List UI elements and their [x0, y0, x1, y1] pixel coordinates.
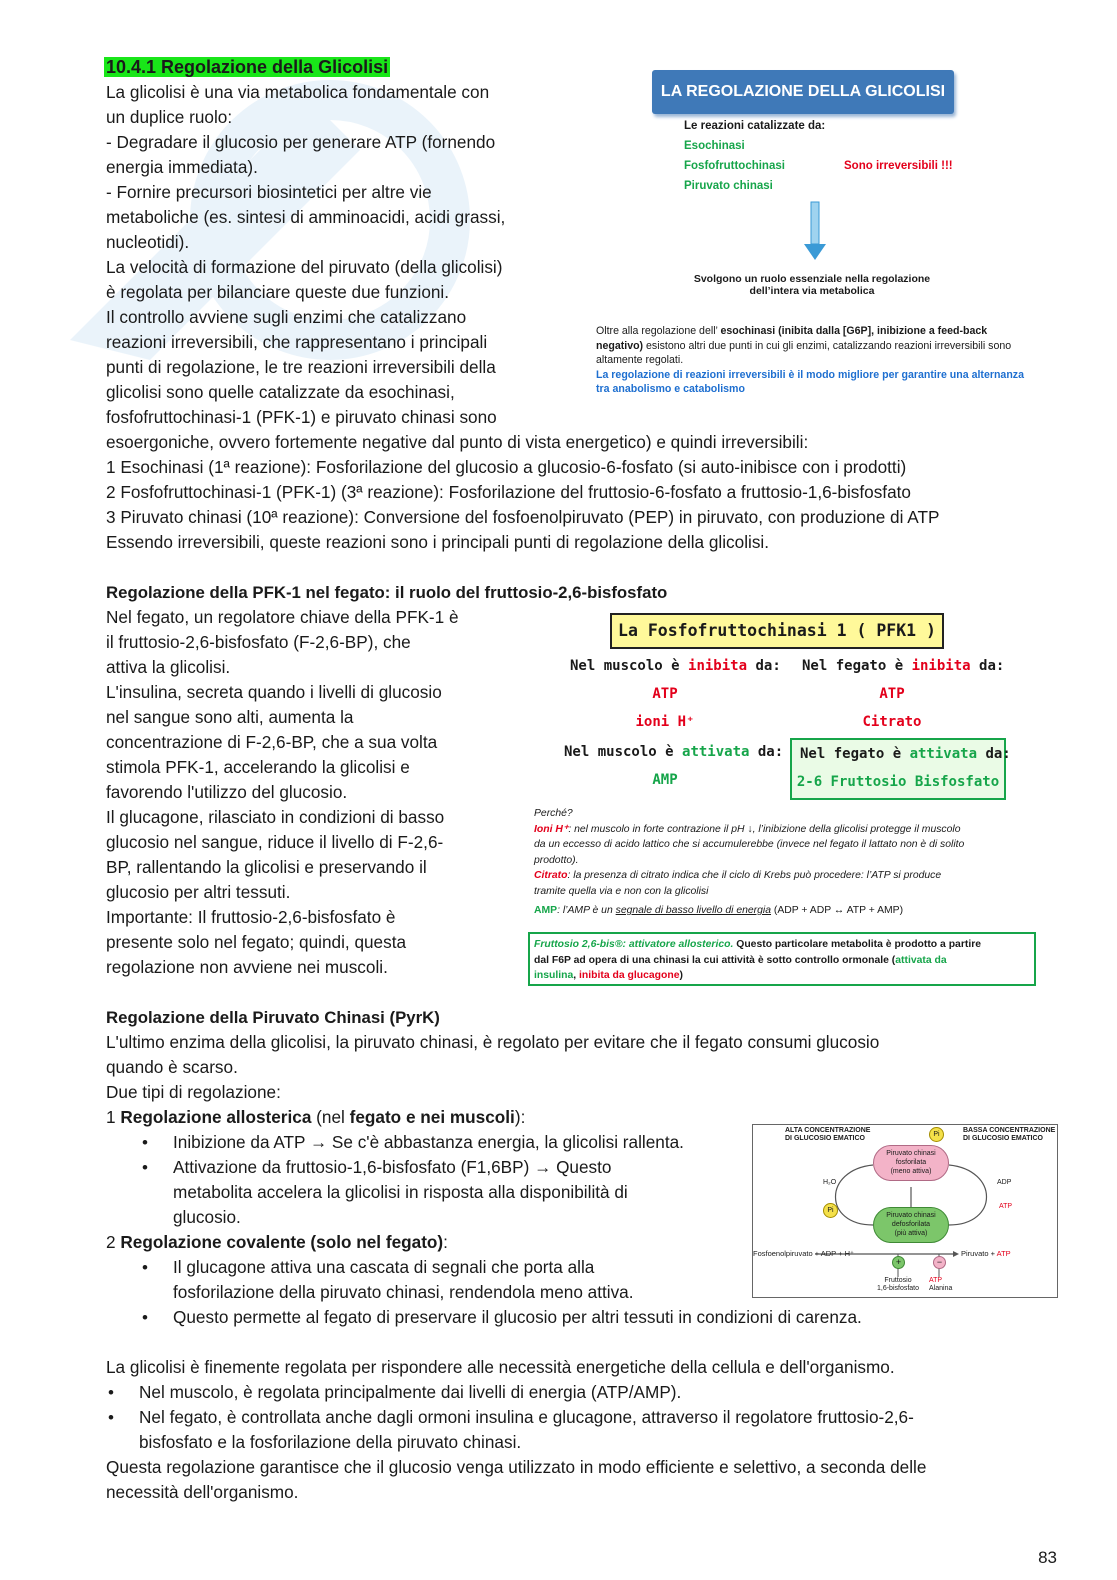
muscle-activator: AMP: [652, 772, 678, 788]
text-span: : l’AMP è un: [557, 905, 616, 916]
figure-piruvato-chinasi: [752, 1124, 1058, 1298]
inhibitors-label: [929, 1277, 952, 1293]
text-span: Alanina: [929, 1285, 953, 1292]
text-span: (più attiva): [894, 1230, 928, 1237]
intro-line: fosfofruttochinasi-1 (PFK-1) e piruvato chinasi sono: [106, 407, 497, 427]
text-span: (nel: [311, 1107, 350, 1127]
reg1-bullet: metabolita accelera la glicolisi in risposta alla disponibilità di: [173, 1182, 628, 1202]
intro-line: esoergoniche, ovvero fortemente negative dal punto di vista energetico) e quindi irreversibili:: [106, 432, 809, 452]
pyrk-line: Due tipi di regolazione:: [106, 1082, 281, 1102]
section-title: [104, 55, 390, 80]
text-span: Nel fegato è: [802, 658, 912, 674]
text-span: Perché?: [534, 808, 573, 819]
adp-label: ADP: [997, 1179, 1012, 1186]
pyrk-heading: Regolazione della Piruvato Chinasi (PyrK): [106, 1008, 440, 1027]
text-span: (ADP + ADP ↔ ATP + AMP): [771, 905, 904, 916]
text-span: :: [443, 1232, 448, 1252]
liver-inhibited-label: [802, 658, 1004, 674]
conclusion-bullet: Nel muscolo, è regolata principalmente dai livelli di energia (ATP/AMP).: [139, 1382, 682, 1402]
pfk-line: concentrazione di F-2,6-BP, che a sua volta: [106, 732, 438, 752]
text-span: tramite quella via e non con la glicolisi: [534, 885, 709, 897]
text-span: : nel muscolo in forte contrazione il pH ↓, l’inibizione della glicolisi protegge il muscolo: [568, 823, 961, 835]
catalyzed-label: Le reazioni catalizzate da:: [684, 120, 826, 132]
text-span: da:: [749, 744, 784, 760]
page-number: 83: [1038, 1548, 1057, 1567]
text-span: 2: [106, 1232, 121, 1252]
pfk-line: il fruttosio-2,6-bisfosfato (F-2,6-BP), che: [106, 632, 411, 652]
muscle-inhibitor: ioni H⁺: [635, 714, 695, 730]
text-span: Regolazione allosterica: [120, 1107, 312, 1127]
intro-line: - Degradare il glucosio per generare ATP (fornendo: [106, 132, 496, 152]
text-span: dal F6P ad opera di una chinasi la cui attività è sotto controllo ormonale (: [534, 954, 896, 966]
text-span: inibita da glucagone: [579, 970, 680, 981]
conclusion-bullet: Nel fegato, è controllata anche dagli ormoni insulina e glucagone, attraverso il regolatore fruttosio-2,6-: [139, 1407, 914, 1427]
text-span: ): [679, 970, 683, 981]
fruttosio-note-box: [528, 932, 1036, 986]
text-span: da un eccesso di acido lattico che si accumulerebbe (invece nel fegato il lattato non è di solito: [534, 839, 965, 850]
text-span: AMP: [534, 905, 558, 916]
muscle-inhibitor: ATP: [652, 686, 678, 702]
conclusion-bullet: bisfosfato e la fosforilazione della piruvato chinasi.: [139, 1432, 522, 1452]
enzyme-label: Piruvato chinasi: [684, 180, 773, 192]
pfk-line: Importante: Il fruttosio-2,6-bisfosfato è: [106, 907, 396, 927]
enzyme-label: Esochinasi: [684, 140, 745, 152]
water-label: H₂O: [823, 1179, 837, 1186]
liver-activator: 2-6 Fruttosio Bisfosfato: [796, 774, 1000, 790]
intro-line: Il controllo avviene sugli enzimi che catalizzano: [106, 307, 467, 327]
pfk-line: favorendo l'utilizzo del glucosio.: [106, 782, 348, 802]
muscle-inhibited-label: [570, 658, 781, 674]
text-span: Citrato: [534, 870, 568, 881]
intro-line: glicolisi sono quelle catalizzate da esochinasi,: [106, 382, 455, 402]
fig1-paragraph: [596, 324, 1024, 397]
reg2-bullet: Il glucagone attiva una cascata di segnali che porta alla: [173, 1257, 595, 1277]
phosphorylated-enzyme: [873, 1145, 949, 1181]
liver-activator-box: [790, 738, 1011, 800]
pyrk-line: quando è scarso.: [106, 1057, 238, 1077]
text-span: fosforilata: [895, 1159, 927, 1166]
text-span: fegato e nei muscoli: [349, 1107, 515, 1127]
text-span: : la presenza di citrato indica che il ciclo di Krebs può procedere: l’ATP si produce: [567, 870, 942, 881]
text-span: da:: [970, 658, 1005, 674]
text-span: insulina: [534, 970, 574, 981]
intro-line: metaboliche (es. sintesi di amminoacidi, acidi grassi,: [106, 207, 506, 227]
text-span: Fruttosio 2,6-bis®: attivatore allosterico.: [534, 939, 734, 950]
figure-regolazione-glicolisi: [592, 66, 1072, 406]
pfk-line: attiva la glicolisi.: [106, 657, 231, 677]
text-span: tra anabolismo e catabolismo: [596, 383, 745, 395]
fructose-bisphosphate-label: [863, 1277, 933, 1293]
section-title-text: 10.4.1 Regolazione della Glicolisi: [106, 57, 389, 77]
down-arrow-icon: [802, 200, 828, 262]
text-span: Regolazione covalente (solo nel fegato): [120, 1232, 444, 1252]
reg2-bullet: Questo permette al fegato di preservare il glucosio per altri tessuti in condizioni di carenza.: [173, 1307, 862, 1327]
pfk-line: regolazione non avviene nei muscoli.: [106, 957, 388, 977]
intro-line: La glicolisi è una via metabolica fondamentale con: [106, 82, 490, 102]
text-span: Ioni H⁺: [534, 823, 569, 835]
pfk-line: nel sangue sono alti, aumenta la: [106, 707, 354, 727]
pfk-line: glucosio per altri tessuti.: [106, 882, 291, 902]
final-line: Questa regolazione garantisce che il glucosio venga utilizzato in modo efficiente e selettivo, a seconda delle: [106, 1457, 927, 1477]
dephosphorylated-enzyme: [873, 1207, 949, 1243]
text-span: da:: [747, 658, 781, 674]
role-line: dell’intera via metabolica: [749, 285, 875, 297]
text-span: attivata: [909, 746, 978, 762]
bullet-dot: •: [142, 1158, 148, 1177]
pyrk-line: L'ultimo enzima della glicolisi, la piruvato chinasi, è regolato per evitare che il fegato consumi glucosio: [106, 1032, 880, 1052]
intro-line: energia immediata).: [106, 157, 258, 177]
intro-line: è regolata per bilanciare queste due funzioni.: [106, 282, 450, 302]
pfk-line: Nel fegato, un regolatore chiave della PFK-1 è: [106, 607, 459, 627]
text-span: Nel muscolo è: [570, 658, 689, 674]
intro-line: 1 Esochinasi (1ª reazione): Fosforilazione del glucosio a glucosio-6-fosfato (si auto-inibisce con i prodotti): [106, 457, 907, 477]
intro-line: 3 Piruvato chinasi (10ª reazione): Conversione del fosfoenolpiruvato (PEP) in piruvato, con produzione di ATP: [106, 507, 940, 527]
pfk-line: Il glucagone, rilasciato in condizioni di basso: [106, 807, 445, 827]
reaction-right: [961, 1249, 1011, 1258]
muscle-activated-label: [564, 744, 783, 760]
text-span: defosforilata: [891, 1221, 931, 1228]
text-span: 1,6-bisfosfato: [876, 1285, 920, 1292]
irreversible-note: Sono irreversibili !!!: [844, 160, 953, 172]
text-span: Piruvato chinasi: [886, 1150, 936, 1157]
reg1-bullet: glucosio.: [173, 1207, 241, 1227]
reaction-left: Fosfoenolpiruvato + ADP + H⁺: [753, 1249, 854, 1258]
role-line: Svolgono un ruolo essenziale nella regolazione: [693, 273, 931, 285]
text-span: prodotto).: [534, 854, 579, 866]
bullet-dot: •: [142, 1133, 148, 1152]
enzyme-label: Fosfofruttochinasi: [684, 160, 785, 172]
bullet-dot: •: [108, 1383, 114, 1402]
text-span: Piruvato chinasi: [886, 1212, 936, 1219]
liver-inhibitor: ATP: [879, 686, 905, 702]
intro-line: - Fornire precursori biosintetici per altre vie: [106, 182, 432, 202]
text-span: Fruttosio: [884, 1277, 912, 1284]
reg1-heading: [106, 1105, 525, 1130]
reg2-heading: [106, 1230, 448, 1255]
intro-line: 2 Fosfofruttochinasi-1 (PFK-1) (3ª reazione): Fosforilazione del fruttosio-6-fosfato a fruttosio-1,6-bisfosfato: [106, 482, 911, 502]
why-explanation: [534, 806, 964, 919]
text-span: Oltre alla regolazione dell’: [596, 325, 721, 337]
intro-line: nucleotidi).: [106, 232, 190, 252]
text-span: ALTA CONCENTRAZIONE: [785, 1127, 871, 1134]
bullet-dot: •: [108, 1408, 114, 1427]
reg1-bullet: Attivazione da fruttosio-1,6-bisfosfato (F1,6BP) → Questo: [173, 1157, 612, 1177]
text-span: attivata da: [895, 954, 947, 966]
text-span: attivata: [682, 744, 750, 760]
text-span: ATP: [996, 1249, 1011, 1258]
bullet-dot: •: [142, 1308, 148, 1327]
text-span: BASSA CONCENTRAZIONE: [963, 1127, 1056, 1134]
text-span: segnale di basso livello di energia: [615, 905, 772, 916]
text-span: esistono altri due punti in cui gli enzimi, catalizzando reazioni irreversibili sono: [643, 339, 1012, 352]
text-span: Nel fegato è: [800, 746, 910, 762]
intro-line: un duplice ruolo:: [106, 107, 233, 127]
text-span: ,: [573, 970, 580, 981]
text-span: Questo particolare metabolita è prodotto a partire: [733, 939, 982, 950]
text-span: DI GLUCOSIO EMATICO: [785, 1135, 865, 1142]
liver-inhibitor: Citrato: [862, 714, 922, 730]
pfk-heading: Regolazione della PFK-1 nel fegato: il ruolo del fruttosio-2,6-bisfosfato: [106, 583, 668, 602]
intro-line: La velocità di formazione del piruvato (della glicolisi): [106, 257, 503, 277]
intro-line: punti di regolazione, le tre reazioni irreversibili della: [106, 357, 496, 377]
pfk-line: glucosio nel sangue, riduce il livello di F-2,6-: [106, 832, 444, 852]
reg1-bullet: Inibizione da ATP → Se c'è abbastanza energia, la glicolisi rallenta.: [173, 1132, 684, 1152]
text-span: ):: [514, 1107, 526, 1127]
pfk-line: stimola PFK-1, accelerando la glicolisi e: [106, 757, 410, 777]
text-span: esochinasi (inibita dalla [G6P], inibizione a feed-back: [720, 325, 988, 337]
text-span: inibita: [688, 658, 748, 674]
phosphate-icon: Pi: [823, 1203, 838, 1218]
text-span: negativo): [596, 339, 644, 352]
role-caption: [592, 273, 1032, 297]
activation-plus-icon: +: [892, 1256, 905, 1269]
text-span: DI GLUCOSIO EMATICO: [963, 1135, 1043, 1142]
text-span: ATP: [929, 1277, 943, 1284]
text-span: inibita: [911, 658, 971, 674]
banner-title: LA REGOLAZIONE DELLA GLICOLISI: [652, 70, 954, 114]
text-span: (meno attiva): [890, 1168, 932, 1175]
pfk1-title: La Fosfofruttochinasi 1 ( PFK1 ): [610, 613, 944, 649]
pfk-line: L'insulina, secreta quando i livelli di glucosio: [106, 682, 442, 702]
text-span: La regolazione di reazioni irreversibili è il modo migliore per garantire una alternanza: [596, 368, 1024, 381]
intro-line: reazioni irreversibili, che rappresentano i principali: [106, 332, 488, 352]
text-span: Nel muscolo è: [564, 744, 683, 760]
atp-label: ATP: [999, 1203, 1013, 1210]
text-span: 1: [106, 1107, 121, 1127]
intro-line: Essendo irreversibili, queste reazioni sono i principali punti di regolazione della glicolisi.: [106, 532, 770, 552]
final-line: necessità dell'organismo.: [106, 1482, 299, 1502]
figure-pfk1: [526, 608, 1050, 992]
text-span: Piruvato +: [961, 1249, 997, 1258]
reg2-bullet: fosforilazione della piruvato chinasi, rendendola meno attiva.: [173, 1282, 634, 1302]
phosphate-icon: Pi: [929, 1127, 944, 1142]
conclusion-line: La glicolisi è finemente regolata per rispondere alle necessità energetiche della cellula e dell'organismo.: [106, 1357, 895, 1377]
pfk-line: BP, rallentando la glicolisi e preservando il: [106, 857, 427, 877]
pfk-line: presente solo nel fegato; quindi, questa: [106, 932, 407, 952]
text-span: altamente regolati.: [596, 354, 684, 366]
inhibition-minus-icon: −: [933, 1256, 946, 1269]
bullet-dot: •: [142, 1258, 148, 1277]
text-span: da:: [977, 746, 1011, 762]
